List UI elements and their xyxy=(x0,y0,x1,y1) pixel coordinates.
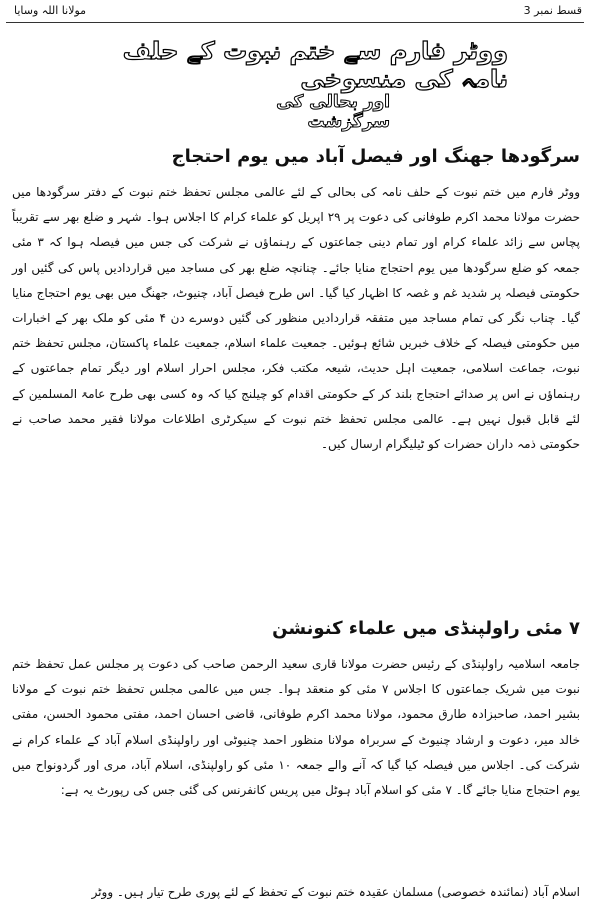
author-name: مولانا اللہ وسایا xyxy=(14,4,87,17)
header-rule xyxy=(6,22,584,23)
section-heading-2: ۷ مئی راولپنڈی میں علماء کنونشن xyxy=(272,618,580,639)
episode-label: قسط نمبر 3 xyxy=(523,4,582,17)
section-text-2 xyxy=(12,652,580,803)
paragraph: اسلام آباد (نمائندہ خصوصی) مسلمان عقیدہ ختم نبوت کے تحفظ کے لئے پوری طرح تیار ہیں۔ ووٹر xyxy=(91,885,580,899)
section-text-1 xyxy=(12,180,580,457)
section-heading-1: سرگودھا جھنگ اور فیصل آباد میں یوم احتجاج xyxy=(171,146,580,167)
article-subtitle: اور بحالی کی سرگزشت xyxy=(276,92,390,132)
paragraph: جامعہ اسلامیہ راولپنڈی کے رئیس حضرت مولانا قاری سعید الرحمن صاحب کی دعوت پر مجلس عمل تحفظ ختم نبوت میں شریک جماعتوں کا اجلاس ۷ مئی کو منعقد ہوا۔ جس میں عالمی مجلس تحفظ ختم نبوت کے مولانا بشیر احمد، صاحبزادہ طارق محمود، مولانا محمد اکرم طوفانی، قاضی احسان احمد، مفتی محمود الحسن، مفتی خالد میر، دعوت و ارشاد چنیوٹ کے سربراہ مولانا منظور احمد چنیوٹی اور راولپنڈی اسلام آباد کے علماء کرام نے شرکت کی۔ اجلاس میں فیصلہ کیا گیا کہ آنے والے جمعہ ۱۰ مئی کو راولپنڈی، اسلام آباد، مری اور گردونواح میں یوم احتجاج منایا جائے گا۔ ۷ مئی کو اسلام آباد ہوٹل میں پریس کانفرنس کی گئی جس کی رپورٹ یہ ہے: xyxy=(12,657,580,798)
footer-line xyxy=(12,880,580,905)
article-title: ووٹر فارم سے ختم نبوت کے حلف نامہ کی منسوخی xyxy=(122,37,508,93)
paragraph: ووٹر فارم میں ختم نبوت کے حلف نامہ کی بحالی کے لئے عالمی مجلس تحفظ ختم نبوت کے دفتر سرگودھا میں حضرت مولانا محمد اکرم طوفانی کی دعوت پر ۲۹ اپریل کو علماء کرام کا اجلاس ہوا۔ شہر و ضلع بھر سے تقریباً پچاس سے زائد علماء کرام اور تمام دینی جماعتوں کے رہنماؤں نے شرکت کی جس میں فیصلہ ہوا کہ ۳ مئی جمعہ کو ضلع سرگودھا میں یوم احتجاج منایا جائے۔ چنانچہ ضلع بھر کی مساجد میں قراردادیں پاس کی گئیں اور حکومتی فیصلہ پر شدید غم و غصہ کا اظہار کیا گیا۔ اس طرح فیصل آباد، چنیوٹ، جھنگ میں بھی یوم احتجاج منایا گیا۔ چناب نگر کی تمام مساجد میں متفقہ قراردادیں منظور کی گئیں دوسرے دن ۴ مئی کو ملک بھر کے اخبارات میں حکومتی فیصلہ کے خلاف خبریں شائع ہوئیں۔ جمعیت علماء اسلام، جمعیت علماء پاکستان، مجلس تحفظ ختم نبوت، جماعت اسلامی، جمعیت اہل حدیث، شیعہ مکتب فکر، مجلس احرار اسلام اور دیگر تمام جماعتوں کے رہنماؤں نے اس پر صدائے احتجاج بلند کر کے حکومتی اقدام کو چیلنج کیا کہ وہ کسی بھی طرح عامۃ المسلمین کے لئے قابل قبول نہیں ہے۔ عالمی مجلس تحفظ ختم نبوت کے سیکرٹری اطلاعات مولانا فقیر محمد صاحب نے حکومتی ذمہ داران حضرات کو ٹیلیگرام ارسال کیں۔ xyxy=(12,185,580,452)
